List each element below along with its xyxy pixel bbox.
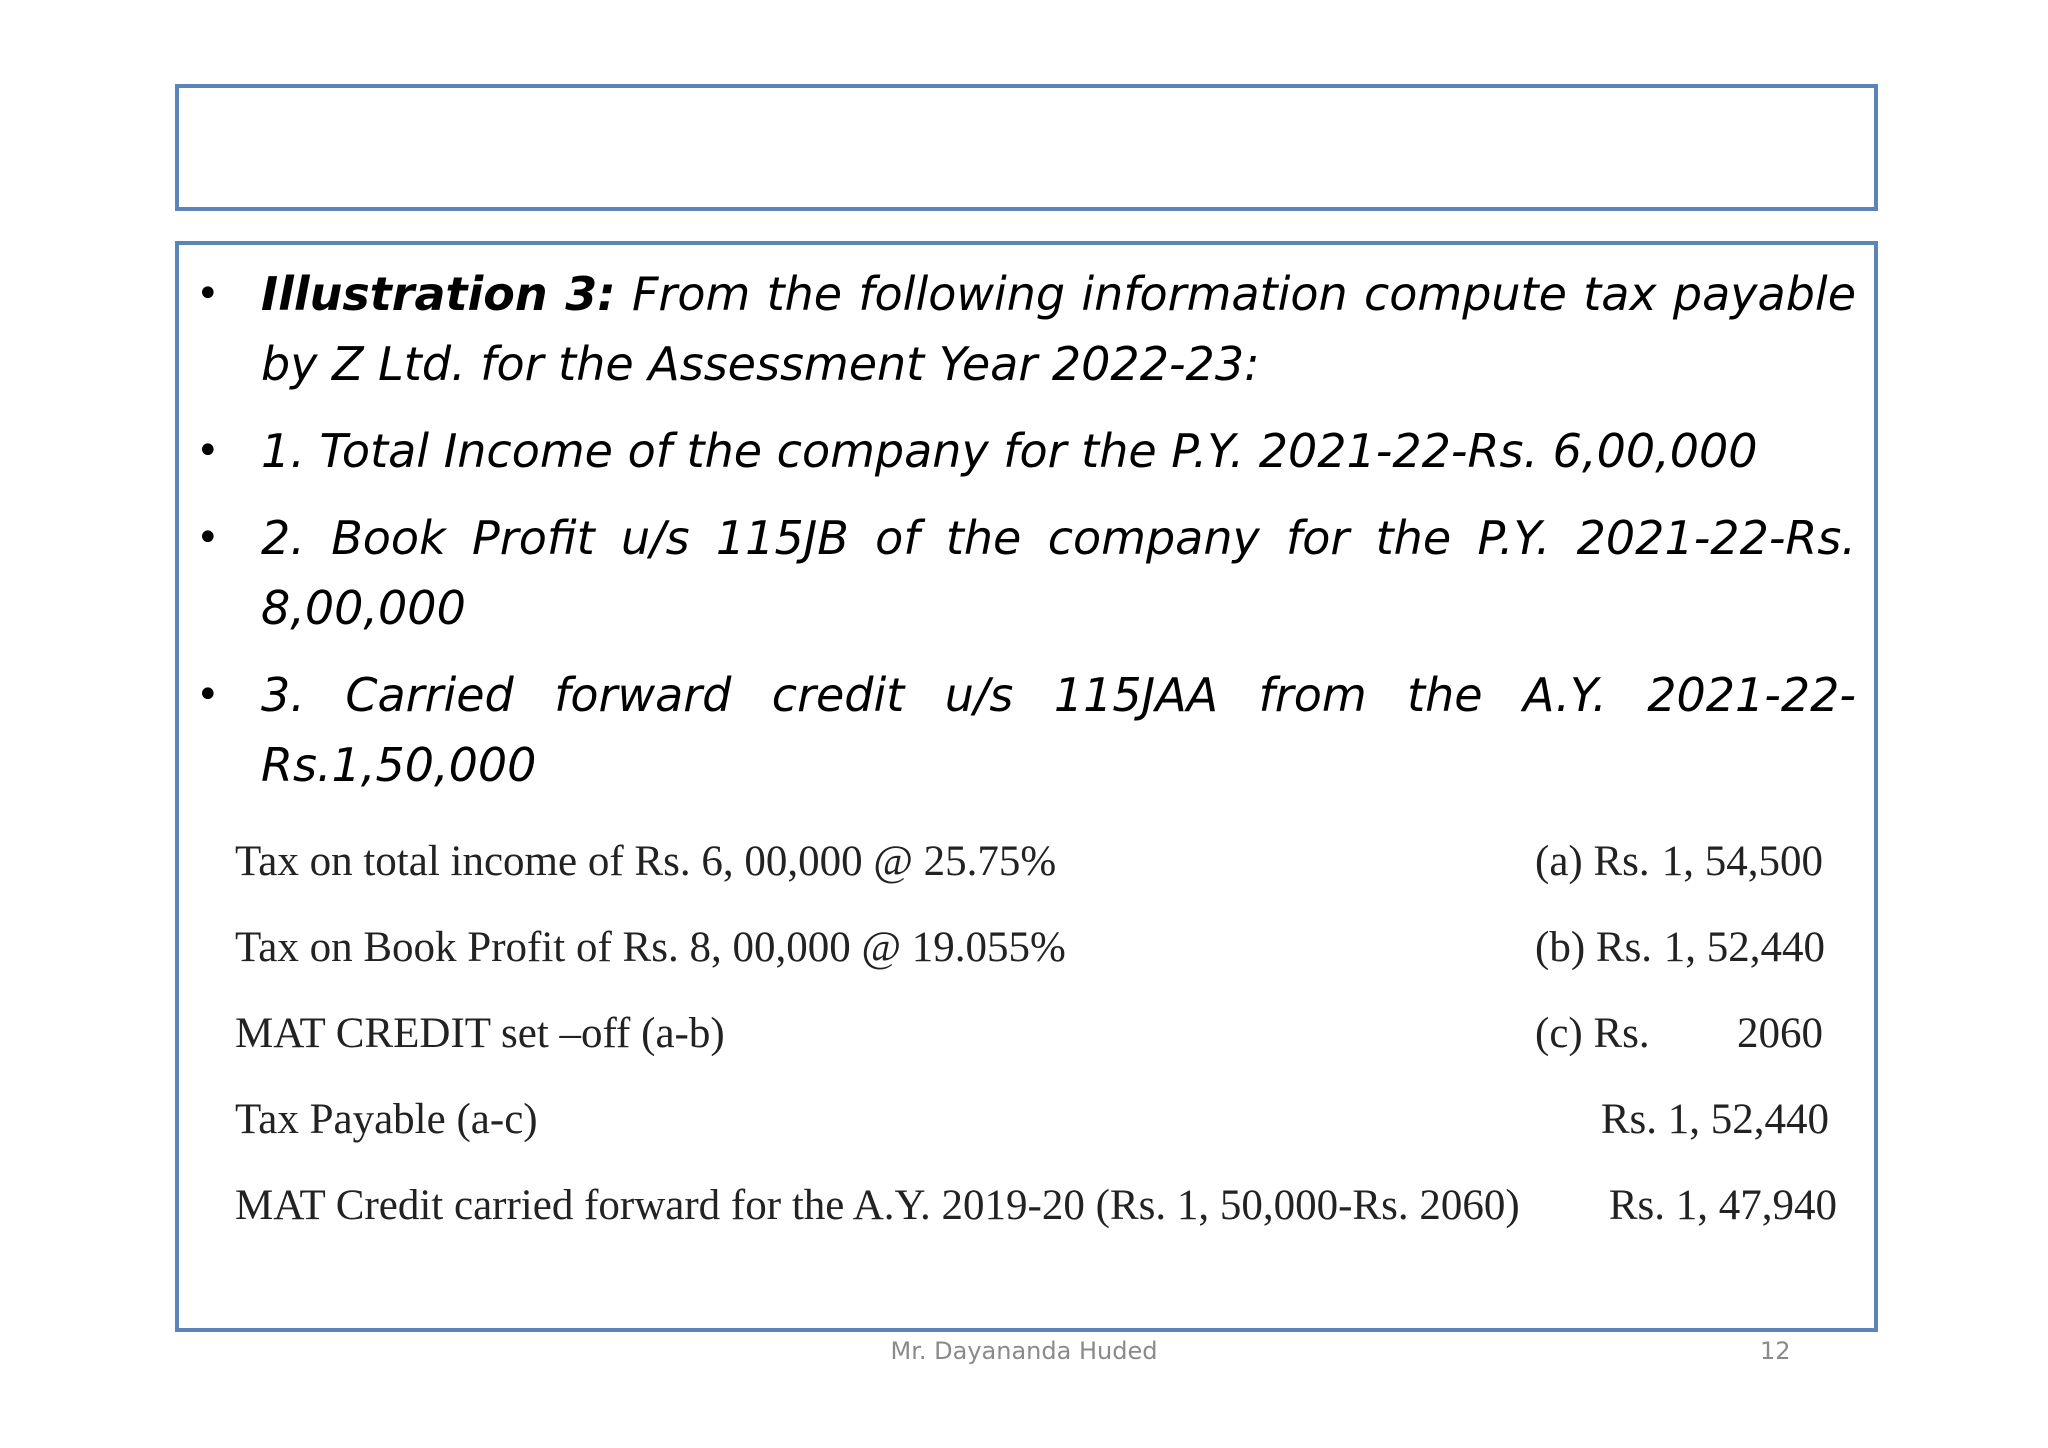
calc-tag: (a) Rs. xyxy=(1535,838,1650,885)
calc-tag: (b) Rs. xyxy=(1535,924,1653,971)
bullet-icon: • xyxy=(196,428,220,474)
calc-row xyxy=(235,1181,1855,1267)
bullet-icon: • xyxy=(196,515,220,561)
calc-row xyxy=(235,1009,1855,1095)
slide-content-box xyxy=(175,241,1878,1332)
slide-title-box xyxy=(175,84,1878,211)
calc-amount: 1, 52,440 xyxy=(1663,924,1825,971)
calc-amount: Rs. 1, 52,440 xyxy=(1600,1096,1829,1143)
calc-tag: (c) Rs. xyxy=(1535,1010,1650,1057)
calc-row xyxy=(235,837,1855,923)
illustration-heading: Illustration 3: xyxy=(261,267,616,321)
bullet-item xyxy=(179,660,1874,800)
bullet-item xyxy=(179,503,1874,643)
bullet-icon: • xyxy=(196,672,220,718)
calc-amount: 2060 xyxy=(1737,1010,1823,1057)
bullet-icon: • xyxy=(196,271,220,317)
calc-amount: 1, 54,500 xyxy=(1661,838,1823,885)
calc-label: Tax Payable (a-c) xyxy=(235,1096,538,1143)
bullet-text: 1. Total Income of the company for the P.Y. 2021-22-Rs. 6,00,000 xyxy=(261,424,1758,478)
footer-author: Mr. Dayananda Huded xyxy=(890,1337,1158,1365)
calc-label: Tax on total income of Rs. 6, 00,000 @ 25.75% xyxy=(235,838,1057,885)
bullet-text: From the following information compute tax payable by Z Ltd. for the Assessment Year 2022-23: xyxy=(261,267,1856,391)
calc-amount: Rs. 1, 47,940 xyxy=(1608,1182,1837,1229)
calc-row xyxy=(235,1095,1855,1181)
calc-label: MAT CREDIT set –off (a-b) xyxy=(235,1010,725,1057)
calculation-table xyxy=(235,837,1855,1267)
calc-row xyxy=(235,923,1855,1009)
page-number: 12 xyxy=(1760,1337,1791,1365)
bullet-list xyxy=(179,259,1874,817)
calc-label: MAT Credit carried forward for the A.Y. 2019-20 (Rs. 1, 50,000-Rs. 2060) xyxy=(235,1182,1520,1229)
calc-label: Tax on Book Profit of Rs. 8, 00,000 @ 19.055% xyxy=(235,924,1066,971)
bullet-text: 2. Book Profit u/s 115JB of the company for the P.Y. 2021-22-Rs. 8,00,000 xyxy=(261,511,1856,635)
bullet-item xyxy=(179,259,1874,399)
bullet-item xyxy=(179,416,1874,486)
bullet-text: 3. Carried forward credit u/s 115JAA from the A.Y. 2021-22- Rs.1,50,000 xyxy=(261,668,1856,792)
